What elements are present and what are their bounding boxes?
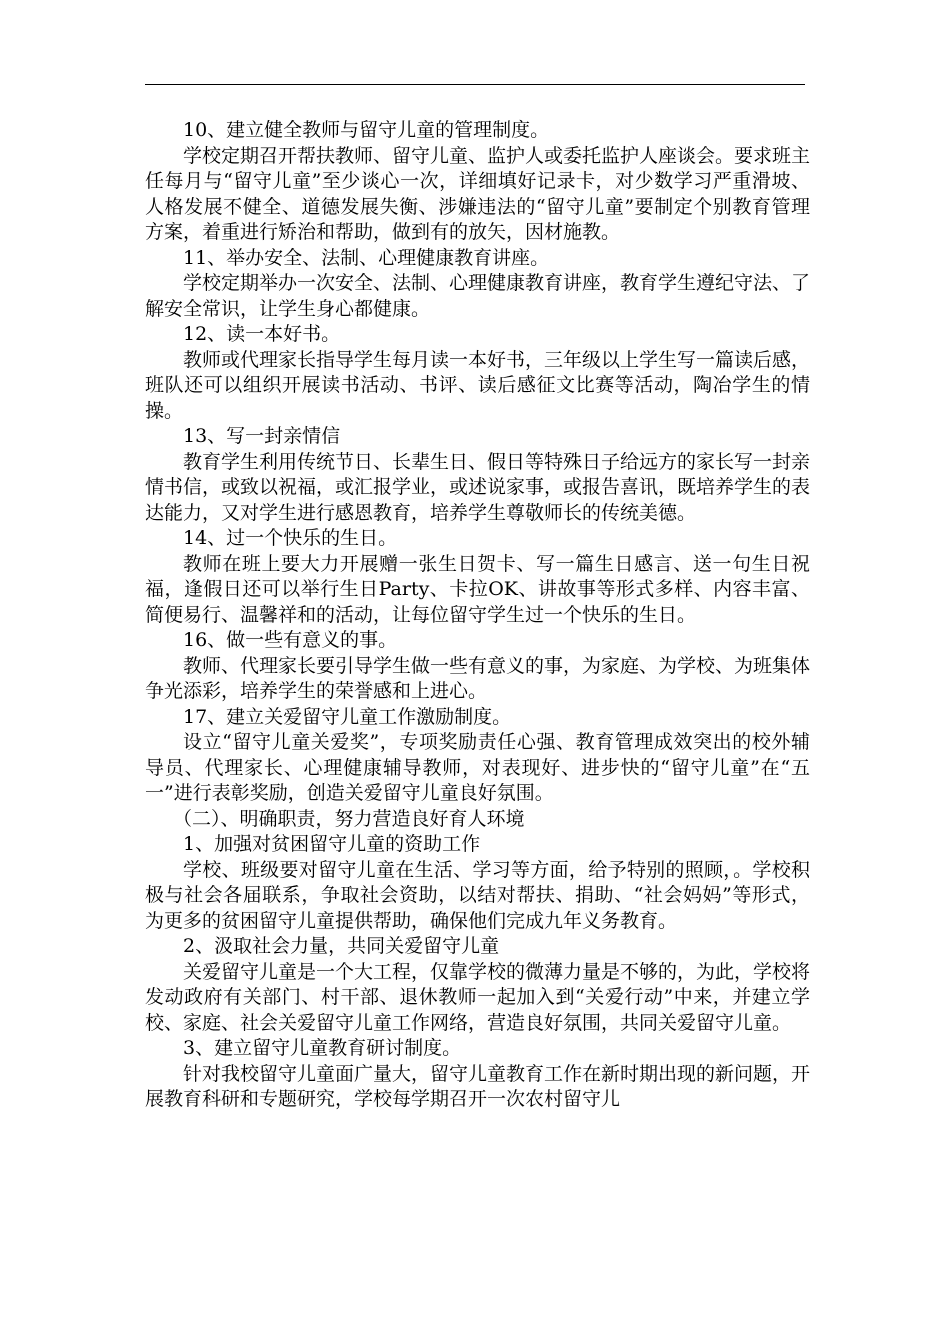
- heading-13: 13、写一封亲情信: [183, 425, 341, 447]
- heading-12: 12、读一本好书。: [183, 323, 341, 345]
- paragraph: 教师、代理家长要引导学生做一些有意义的事，为家庭、为学校、为班集体争光添彩，培养学生的荣誉感和上进心。: [145, 654, 811, 702]
- heading-16: 16、做一些有意义的事。: [183, 629, 398, 651]
- paragraph: 教育学生利用传统节日、长辈生日、假日等特殊日子给远方的家长写一封亲情书信，或致以祝福，或汇报学业，或述说家事，或报告喜讯，既培养学生的表达能力，又对学生进行感恩教育，培养学生尊敬师长的传统美德。: [145, 450, 811, 524]
- heading-3: 3、建立留守儿童教育研讨制度。: [183, 1037, 462, 1059]
- header-rule: [145, 84, 805, 85]
- document-body: [145, 118, 810, 1113]
- paragraph: 关爱留守儿童是一个大工程，仅靠学校的微薄力量是不够的，为此，学校将发动政府有关部门、村干部、退休教师一起加入到“关爱行动”中来，并建立学校、家庭、社会关爱留守儿童工作网络，营造良好氛围，共同关爱留守儿童。: [145, 960, 811, 1034]
- heading-1: 1、加强对贫困留守儿童的资助工作: [183, 833, 481, 855]
- heading-2: 2、汲取社会力量，共同关爱留守儿童: [183, 935, 500, 957]
- section-heading: （二）、明确职责，努力营造良好育人环境: [173, 807, 525, 830]
- heading-17: 17、建立关爱留守儿童工作激励制度。: [183, 705, 512, 728]
- paragraph: 设立“留守儿童关爱奖”，专项奖励责任心强、教育管理成效突出的校外辅导员、代理家长、心理健康辅导教师，对表现好、进步快的“留守儿童”在“五一”进行表彰奖励，创造关爱留守儿童良好氛围。: [145, 731, 810, 804]
- heading-10: 10、建立健全教师与留守儿童的管理制度。: [183, 119, 550, 141]
- paragraph: 学校定期举办一次安全、法制、心理健康教育讲座，教育学生遵纪守法、了解安全常识，让学生身心都健康。: [145, 272, 811, 320]
- paragraph: 学校定期召开帮扶教师、留守儿童、监护人或委托监护人座谈会。要求班主任每月与“留守儿童”至少谈心一次，详细填好记录卡，对少数学习严重滑坡、人格发展不健全、道德发展失衡、涉嫌违法的“留守儿童”要制定个别教育管理方案，着重进行矫治和帮助，做到有的放矢，因材施教。: [145, 144, 811, 243]
- heading-14: 14、过一个快乐的生日。: [183, 527, 398, 549]
- paragraph: 教师在班上要大力开展赠一张生日贺卡、写一篇生日感言、送一句生日祝福，逢假日还可以举行生日Party、卡拉OK、讲故事等形式多样、内容丰富、简便易行、温馨祥和的活动，让每位留守学生过一个快乐的生日。: [145, 552, 810, 626]
- paragraph: 针对我校留守儿童面广量大，留守儿童教育工作在新时期出现的新问题，开展教育科研和专题研究，学校每学期召开一次农村留守儿: [145, 1062, 811, 1110]
- heading-11: 11、举办安全、法制、心理健康教育讲座。: [183, 246, 550, 269]
- paragraph: 学校、班级要对留守儿童在生活、学习等方面，给予特别的照顾，。学校积极与社会各届联系，争取社会资助，以结对帮扶、捐助、“社会妈妈”等形式，为更多的贫困留守儿童提供帮助，确保他们完成九年义务教育。: [145, 858, 810, 932]
- paragraph: 教师或代理家长指导学生每月读一本好书，三年级以上学生写一篇读后感，班队还可以组织开展读书活动、书评、读后感征文比赛等活动，陶冶学生的情操。: [145, 348, 811, 422]
